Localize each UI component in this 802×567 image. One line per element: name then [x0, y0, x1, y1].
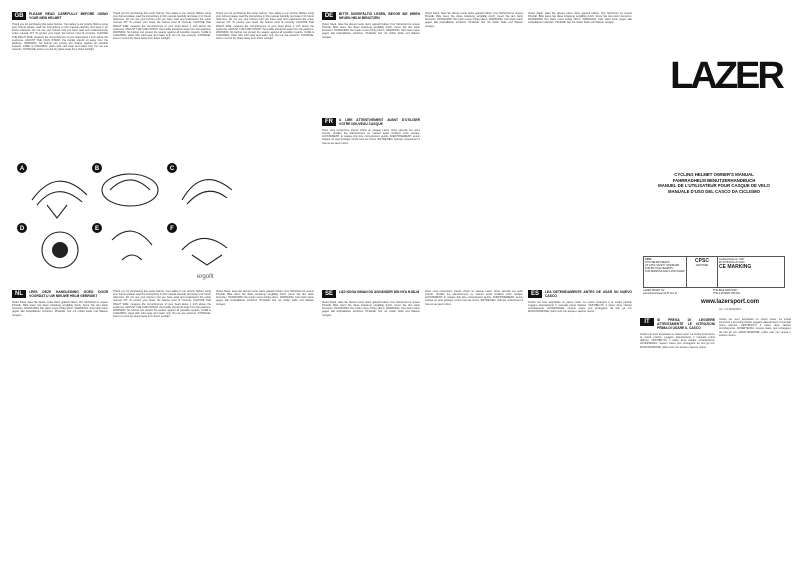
column-se-2	[425, 290, 523, 555]
section-title-es: LEA DETENIDAMENTE ANTES DE USAR SU NUEVO CASCO	[545, 290, 632, 298]
section-title-fr: A LIRE ATTENTIVEMENT AVANT D'UTILISER VOTRE NOUVEAU CASQUE	[339, 118, 420, 126]
column-de	[322, 12, 420, 112]
column-it-2	[719, 318, 791, 558]
column-nl-3	[216, 290, 314, 555]
address-left: LAZER SPORT NV Lamorinierestraat 33-37 bus D	[643, 289, 677, 296]
column-es	[528, 290, 632, 555]
body-text-nl: Vielen Dank, dass Sie diesen Lazer Helm gekauft haben. Ihre Sicherheit ist unsere Priorität. Bitte lesen Sie diese Anleitung sorgfältig durch, bevor Sie den Helm benutzen. PASSFORM: Der Helm muss richtig sitzen. WARNUNG: Kein Helm kann gegen alle Aufprallarten schützen. PFLEGE: Nur mit milder Seife und Wasser reinigen.	[12, 301, 108, 317]
svg-text:D: D	[19, 226, 25, 232]
version-label: ver.: 1.4 16/02/2017	[718, 308, 742, 311]
body-text-de-cont2: Vielen Dank, dass Sie diesen Lazer Helm gekauft haben. Ihre Sicherheit ist unsere Priorität. Bitte lesen Sie diese Anleitung sorgfältig durch, bevor Sie den Helm benutzen. PASSFORM: Der Helm muss richtig sitzen. WARNUNG: Kein Helm kann gegen alle Aufprallarten schützen. PFLEGE: Nur mit milder Seife und Wasser reinigen.	[528, 12, 632, 25]
body-text-en-cont2: Thank you for purchasing this Lazer helmet. Your safety is our priority. Before using your helmet please read the instructions in this manual carefully and keep it for future reference. Do not use your helmet until you have read and understood the entire manual. FIT: To protect your head, the helmet must fit correctly. CHOOSE THE RIGHT SIZE: measure the circumference of your head about 1 inch above the eyebrows. ADJUST THE CHIN STRAP: the buckle should sit away from the jawbone. WARNING: No helmet can protect the wearer against all possible impacts. CARE & CLEANING: clean with mild soap and water only. Do not use solvents. STORAGE: store in a cool dry place away from direct sunlight.	[216, 12, 314, 41]
section-title-de: BITTE SORGFÄLTIG LESEN, BEVOR SIE IHREN NEUEN HELM BENUTZEN	[339, 12, 420, 20]
addresses	[643, 289, 783, 295]
body-text-de: Vielen Dank, dass Sie diesen Lazer Helm gekauft haben. Ihre Sicherheit ist unsere Priorität. Bitte lesen Sie diese Anleitung sorgfältig durch, bevor Sie den Helm benutzen. PASSFORM: Der Helm muss richtig sitzen. WARNUNG: Kein Helm kann gegen alle Aufprallarten schützen. PFLEGE: Nur mit milder Seife und Wasser reinigen.	[322, 23, 420, 39]
lazer-logo	[670, 52, 782, 97]
address-right: THE BIKE INDUSTRY THE 2 RIVERS OFFICE	[713, 289, 740, 296]
section-title-en: PLEASE READ CAREFULLY BEFORE USING YOUR NEW HELMET	[29, 12, 108, 20]
manual-title: CYCLING HELMET OWNER'S MANUAL FAHRRADHELM BENUTZERHANDBUCH MANUEL DE L'UTILISATEUR POUR CASQUE DE VELO MANUALE D'USO DEL CASCO DA CICLISMO	[658, 172, 770, 194]
body-text-se-cont: Nous vous remercions d'avoir choisi un casque Lazer. Votre sécurité est notre priorité. Veuillez lire attentivement ce manuel avant d'utiliser votre casque. AJUSTEMENT: le casque doit être correctement ajusté. AVERTISSEMENT: aucun casque ne peut protéger contre tous les chocs. ENTRETIEN: nettoyer uniquement à l'eau et au savon doux.	[425, 290, 523, 306]
column-de-3	[528, 12, 632, 277]
body-text-en: Thank you for purchasing this Lazer helmet. Your safety is our priority. Before using your helmet please read the instructions in this manual carefully and keep it for future reference. Do not use your helmet until you have read and understood the entire manual. FIT: To protect your head, the helmet must fit correctly. CHOOSE THE RIGHT SIZE: measure the circumference of your head about 1 inch above the eyebrows. ADJUST THE CHIN STRAP: the buckle should sit away from the jawbone. WARNING: No helmet can protect the wearer against all possible impacts. CARE & CLEANING: clean with mild soap and water only. Do not use solvents. STORAGE: store in a cool dry place away from direct sunlight.	[12, 23, 108, 52]
lang-tag-fr: FR	[322, 118, 336, 126]
column-de-2	[425, 12, 523, 277]
section-header-nl	[12, 290, 108, 298]
column-se	[322, 290, 420, 555]
column-nl-2	[113, 290, 211, 555]
cert-left: CPSC THIS HELMET MEETS US CPSC SAFETY STANDARD FOR BICYCLE HELMETS FOR PERSONS AGE 5 AND OLDER	[644, 257, 687, 287]
body-text-it-cont: Grazie per aver acquistato un casco Lazer. La vostra sicurezza è la nostra priorità. Leggere attentamente il manuale prima dell'uso. VESTIBILITÀ: il casco deve calzare correttamente. AVVERTENZA: nessun casco può proteggere da tutti gli urti. MANUTENZIONE: pulire solo con acqua e sapone neutro.	[719, 318, 791, 337]
svg-text:F: F	[170, 226, 174, 232]
lang-tag-it: IT	[640, 318, 654, 326]
illustration-f	[167, 223, 227, 265]
section-header-en	[12, 12, 108, 20]
illustration-b	[92, 163, 158, 206]
body-text-en-cont: Thank you for purchasing this Lazer helmet. Your safety is our priority. Before using your helmet please read the instructions in this manual carefully and keep it for future reference. Do not use your helmet until you have read and understood the entire manual. FIT: To protect your head, the helmet must fit correctly. CHOOSE THE RIGHT SIZE: measure the circumference of your head about 1 inch above the eyebrows. ADJUST THE CHIN STRAP: the buckle should sit away from the jawbone. WARNING: No helmet can protect the wearer against all possible impacts. CARE & CLEANING: clean with mild soap and water only. Do not use solvents. STORAGE: store in a cool dry place away from direct sunlight.	[113, 12, 211, 41]
section-header-es	[528, 290, 632, 298]
body-text-nl-cont2: Vielen Dank, dass Sie diesen Lazer Helm gekauft haben. Ihre Sicherheit ist unsere Priorität. Bitte lesen Sie diese Anleitung sorgfältig durch, bevor Sie den Helm benutzen. PASSFORM: Der Helm muss richtig sitzen. WARNUNG: Kein Helm kann gegen alle Aufprallarten schützen. PFLEGE: Nur mit milder Seife und Wasser reinigen.	[216, 290, 314, 306]
column-english-3	[216, 12, 314, 160]
column-it	[640, 318, 715, 558]
ergofit-label: ergofit	[197, 274, 214, 280]
cert-right: Certified Body No. 0197 EN 1078:2012+A1:2012 CE MARKING	[719, 258, 752, 270]
section-header-fr	[322, 118, 420, 126]
lang-tag-en: GB	[12, 12, 26, 20]
website-url: www.lazersport.com	[700, 299, 760, 305]
section-header-it	[640, 318, 715, 330]
body-text-se: Vielen Dank, dass Sie diesen Lazer Helm gekauft haben. Ihre Sicherheit ist unsere Priorität. Bitte lesen Sie diese Anleitung sorgfältig durch, bevor Sie den Helm benutzen. PASSFORM: Der Helm muss richtig sitzen. WARNUNG: Kein Helm kann gegen alle Aufprallarten schützen. PFLEGE: Nur mit milder Seife und Wasser reinigen.	[322, 301, 420, 317]
lang-tag-nl: NL	[12, 290, 26, 298]
column-nl	[12, 290, 108, 555]
section-title-it: SI PREGA DI LEGGERE ATTENTAMENTE LE ISTRUZIONI PRIMA DI USARE IL CASCO	[657, 318, 715, 330]
lang-tag-de: DE	[322, 12, 336, 20]
body-text-nl-cont: Thank you for purchasing this Lazer helmet. Your safety is our priority. Before using your helmet please read the instructions in this manual carefully and keep it for future reference. Do not use your helmet until you have read and understood the entire manual. FIT: To protect your head, the helmet must fit correctly. CHOOSE THE RIGHT SIZE: measure the circumference of your head about 1 inch above the eyebrows. ADJUST THE CHIN STRAP: the buckle should sit away from the jawbone. WARNING: No helmet can protect the wearer against all possible impacts. CARE & CLEANING: clean with mild soap and water only. Do not use solvents. STORAGE: store in a cool dry place away from direct sunlight.	[113, 290, 211, 319]
column-fr	[322, 118, 420, 278]
illustration-c	[167, 163, 232, 204]
lang-tag-se: SE	[322, 290, 336, 298]
section-title-nl: LEES DEZE HANDLEIDING GOED DOOR VOORDAT U UW NIEUWE HELM GEBRUIKT	[29, 290, 108, 298]
svg-text:A: A	[19, 166, 25, 172]
illustration-e	[92, 223, 152, 260]
illustration-a	[17, 163, 87, 218]
body-text-de-cont: Vielen Dank, dass Sie diesen Lazer Helm gekauft haben. Ihre Sicherheit ist unsere Priorität. Bitte lesen Sie diese Anleitung sorgfältig durch, bevor Sie den Helm benutzen. PASSFORM: Der Helm muss richtig sitzen. WARNUNG: Kein Helm kann gegen alle Aufprallarten schützen. PFLEGE: Nur mit milder Seife und Wasser reinigen.	[425, 12, 523, 28]
svg-text:C: C	[169, 166, 175, 172]
body-text-it: Grazie per aver acquistato un casco Lazer. La vostra sicurezza è la nostra priorità. Leggere attentamente il manuale prima dell'uso. VESTIBILITÀ: il casco deve calzare correttamente. AVVERTENZA: nessun casco può proteggere da tutti gli urti. MANUTENZIONE: pulire solo con acqua e sapone neutro.	[640, 333, 715, 349]
certification-box	[643, 256, 785, 288]
svg-text:B: B	[94, 166, 100, 172]
section-header-de	[322, 12, 420, 20]
body-text-es: Grazie per aver acquistato un casco Lazer. La vostra sicurezza è la nostra priorità. Leggere attentamente il manuale prima dell'uso. VESTIBILITÀ: il casco deve calzare correttamente. AVVERTENZA: nessun casco può proteggere da tutti gli urti. MANUTENZIONE: pulire solo con acqua e sapone neutro.	[528, 301, 632, 314]
svg-text:LAZER: LAZER	[670, 55, 782, 97]
section-header-se	[322, 290, 420, 298]
illustration-d	[17, 223, 78, 268]
svg-text:E: E	[94, 226, 100, 232]
cert-middle: CPSC CERTIFIED	[687, 257, 718, 287]
lang-tag-es: ES	[528, 290, 542, 298]
body-text-fr: Nous vous remercions d'avoir choisi un casque Lazer. Votre sécurité est notre priorité. Veuillez lire attentivement ce manuel avant d'utiliser votre casque. AJUSTEMENT: le casque doit être correctement ajusté. AVERTISSEMENT: aucun casque ne peut protéger contre tous les chocs. ENTRETIEN: nettoyer uniquement à l'eau et au savon doux.	[322, 129, 420, 145]
fitting-illustrations	[12, 160, 242, 282]
section-title-se: LÄS NOGA INNAN DU ANVÄNDER DIN NYA HJÄLM	[339, 290, 420, 294]
